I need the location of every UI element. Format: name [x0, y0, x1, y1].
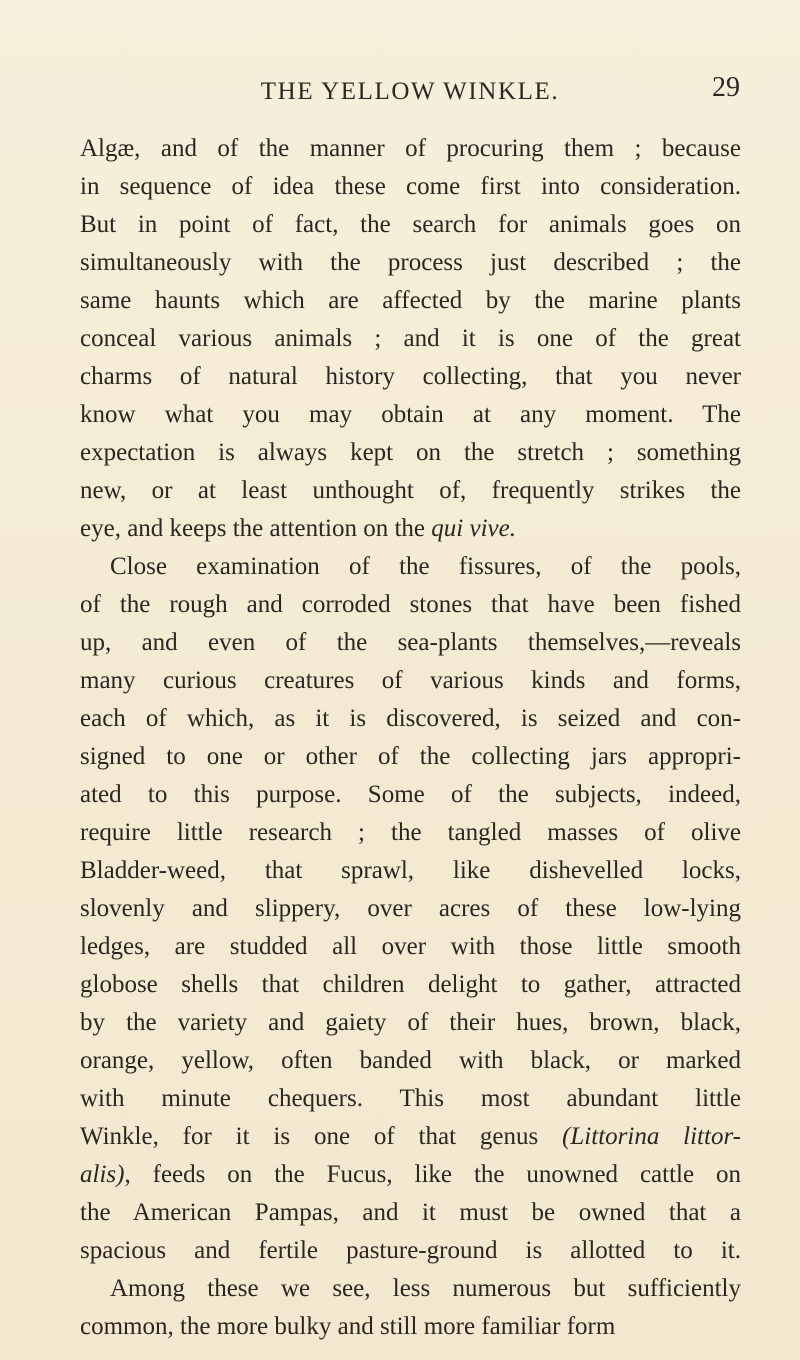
text-line-9: expectation is always kept on the stretch ; something — [80, 439, 741, 466]
text-line-27-roman: Winkle, for it is one of that genus — [80, 1123, 539, 1150]
text-line-10: new, or at least unthought of, frequently strikes the — [80, 477, 741, 504]
text-line-14: up, and even of the sea-plants themselves,—reveals — [80, 629, 741, 656]
text-line-24: by the variety and gaiety of their hues, brown, black, — [80, 1009, 741, 1036]
text-line-23: globose shells that children delight to gather, attracted — [80, 971, 741, 998]
text-line-13: of the rough and corroded stones that have been fished — [80, 591, 741, 618]
text-line-1: Algæ, and of the manner of procuring them ; because — [80, 135, 741, 162]
text-line-17: signed to one or other of the collecting jars appropri- — [80, 743, 741, 770]
text-line-3: But in point of fact, the search for animals goes on — [80, 211, 741, 238]
text-line-31: Among these we see, less numerous but sufficiently — [110, 1275, 741, 1302]
running-title: THE YELLOW WINKLE. — [260, 78, 560, 105]
text-line-4: simultaneously with the process just described ; the — [80, 249, 741, 276]
running-header — [80, 72, 740, 112]
text-line-27 — [80, 1118, 741, 1156]
text-line-6: conceal various animals ; and it is one of the great — [80, 325, 741, 352]
text-line-32: common, the more bulky and still more familiar form — [80, 1313, 616, 1340]
text-line-16: each of which, as it is discovered, is seized and con- — [80, 705, 741, 732]
italic-alis: alis) — [80, 1161, 125, 1188]
text-line-21: slovenly and slippery, over acres of these low-lying — [80, 895, 741, 922]
text-line-15: many curious creatures of various kinds and forms, — [80, 667, 741, 694]
text-line-22: ledges, are studded all over with those little smooth — [80, 933, 741, 960]
text-line-2: in sequence of idea these come first into consideration. — [80, 173, 741, 200]
text-line-8: know what you may obtain at any moment. The — [80, 401, 741, 428]
page-number: 29 — [712, 72, 740, 103]
text-line-18: ated to this purpose. Some of the subjects, indeed, — [80, 781, 741, 808]
text-line-7: charms of natural history collecting, that you never — [80, 363, 741, 390]
text-line-28 — [80, 1156, 741, 1194]
text-line-25: orange, yellow, often banded with black, or marked — [80, 1047, 741, 1074]
text-line-11-roman: eye, and keeps the attention on the — [80, 515, 426, 542]
text-line-20: Bladder-weed, that sprawl, like dishevelled locks, — [80, 857, 741, 884]
text-line-11 — [80, 510, 741, 548]
text-line-12: Close examination of the fissures, of the pools, — [110, 553, 741, 580]
italic-qui-vive: qui vive. — [431, 515, 516, 542]
italic-littorina: (Littorina littor- — [562, 1123, 742, 1150]
body-text — [80, 130, 741, 1346]
text-line-30: spacious and fertile pasture-ground is allotted to it. — [80, 1237, 741, 1264]
text-line-28-rest: , feeds on the Fucus, like the unowned cattle on — [124, 1161, 741, 1188]
text-line-26: with minute chequers. This most abundant little — [80, 1085, 741, 1112]
text-line-19: require little research ; the tangled masses of olive — [80, 819, 741, 846]
text-line-29: the American Pampas, and it must be owned that a — [80, 1199, 741, 1226]
text-line-5: same haunts which are affected by the marine plants — [80, 287, 741, 314]
